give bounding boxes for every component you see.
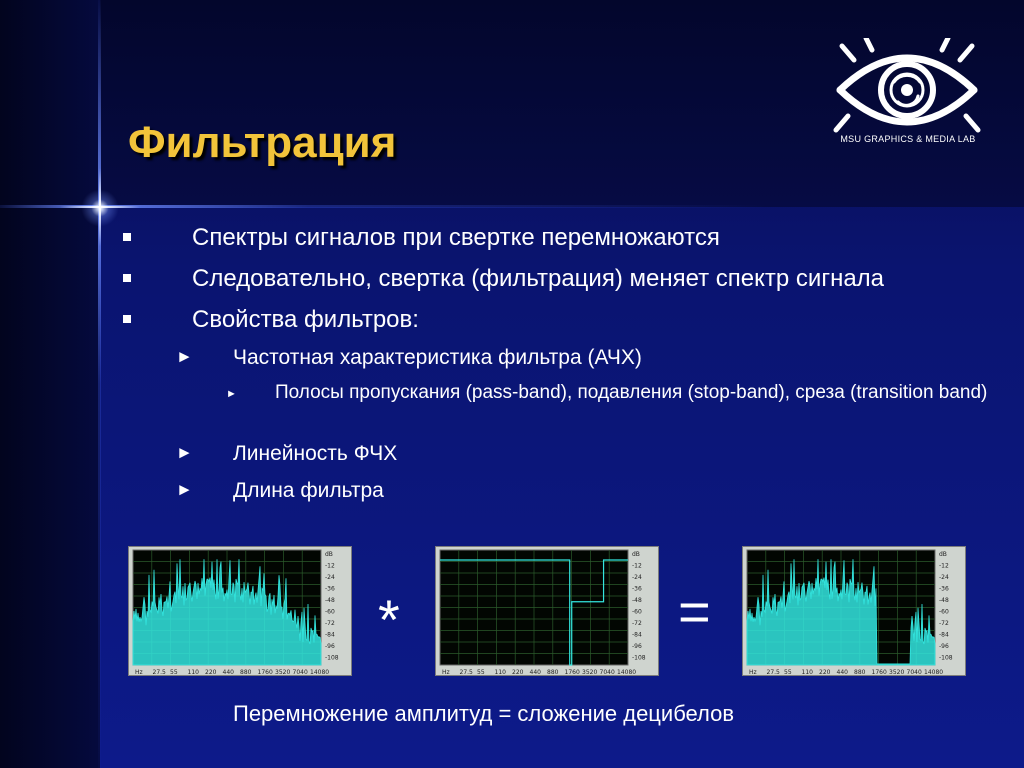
sparkle-ray-vertical xyxy=(99,168,101,246)
y-tick-label: -72 xyxy=(939,620,949,627)
y-tick-label: -48 xyxy=(939,597,949,604)
x-tick-label: 220 xyxy=(819,669,831,676)
slide-title: Фильтрация xyxy=(128,118,397,167)
bullet-text: Следовательно, свертка (фильтрация) меняет спектр сигнала xyxy=(192,265,885,292)
sub-bullet-text: Частотная характеристика фильтра (АЧХ) xyxy=(233,346,642,369)
y-tick-label: -48 xyxy=(325,597,335,604)
x-tick-label: 55 xyxy=(170,669,178,676)
y-tick-label: -84 xyxy=(325,631,335,639)
x-tick-label: 3520 xyxy=(889,669,905,676)
bullet-item xyxy=(192,265,884,293)
x-tick-label: 27.5 xyxy=(459,669,473,676)
y-tick-label: -36 xyxy=(632,585,642,593)
x-tick-label: Hz xyxy=(442,669,450,676)
y-tick-label: -36 xyxy=(939,585,949,593)
x-tick-label: 7040 xyxy=(906,669,922,676)
x-tick-label: Hz xyxy=(749,669,757,676)
x-tick-label: 880 xyxy=(240,669,252,676)
y-tick-label: -96 xyxy=(325,643,335,650)
y-tick-label: -24 xyxy=(939,574,949,581)
x-tick-label: 220 xyxy=(205,669,217,676)
sub-bullet-item xyxy=(176,479,384,503)
x-tick-label: 7040 xyxy=(599,669,615,676)
y-tick-label: -36 xyxy=(325,585,335,593)
square-bullet-icon xyxy=(123,274,131,282)
bullet-item xyxy=(192,224,720,252)
y-tick-label: -48 xyxy=(632,597,642,604)
vertical-glow-line xyxy=(98,0,101,768)
background-left-strip xyxy=(0,0,100,768)
sub-sub-bullet-item xyxy=(226,380,995,406)
x-tick-label: 110 xyxy=(187,669,199,676)
y-tick-label: -96 xyxy=(939,643,949,650)
x-tick-label: 55 xyxy=(784,669,792,676)
logo-caption: MSU GRAPHICS & MEDIA LAB xyxy=(840,134,976,144)
y-tick-label: -12 xyxy=(632,562,642,570)
x-tick-label: 7040 xyxy=(292,669,308,676)
sub-sub-bullet-text: Полосы пропускания (pass-band), подавления (stop-band), среза (transition band) xyxy=(275,382,988,403)
x-tick-label: 440 xyxy=(529,669,541,676)
y-tick-label: -108 xyxy=(632,654,646,662)
triangle-bullet-icon: ► xyxy=(176,443,193,462)
bullet-text: Спектры сигналов при свертке перемножаются xyxy=(192,224,720,251)
x-tick-label: 880 xyxy=(547,669,559,676)
sub-bullet-text: Длина фильтра xyxy=(233,479,384,502)
multiply-operator: * xyxy=(378,588,400,651)
x-tick-label: 14080 xyxy=(310,669,330,676)
small-triangle-bullet-icon: ► xyxy=(226,388,237,400)
x-tick-label: Hz xyxy=(135,669,143,676)
x-tick-label: 220 xyxy=(512,669,524,676)
input-spectrum-image xyxy=(128,546,352,676)
x-tick-label: 110 xyxy=(494,669,506,676)
x-tick-label: 1760 xyxy=(257,669,273,676)
y-tick-label: -108 xyxy=(325,654,339,662)
x-tick-label: 440 xyxy=(222,669,234,676)
y-tick-label: -12 xyxy=(325,562,335,570)
y-tick-label: -84 xyxy=(632,631,642,639)
square-bullet-icon xyxy=(123,315,131,323)
y-tick-label: -24 xyxy=(632,574,642,581)
bullet-text: Свойства фильтров: xyxy=(192,306,419,333)
y-tick-label: -108 xyxy=(939,654,953,662)
y-tick-label: -72 xyxy=(632,620,642,627)
triangle-bullet-icon: ► xyxy=(176,480,193,499)
y-tick-label: -96 xyxy=(632,643,642,650)
bullet-item xyxy=(192,306,419,334)
filter-response-image xyxy=(435,546,659,676)
y-tick-label: -72 xyxy=(325,620,335,627)
x-tick-label: 14080 xyxy=(617,669,637,676)
sub-bullet-text: Линейность ФЧХ xyxy=(233,442,398,465)
y-tick-label: -60 xyxy=(325,608,335,616)
y-tick-label: dB xyxy=(939,551,947,558)
sub-bullet-item xyxy=(176,346,642,370)
x-tick-label: 3520 xyxy=(582,669,598,676)
x-tick-label: 1760 xyxy=(564,669,580,676)
x-tick-label: 27.5 xyxy=(766,669,780,676)
output-spectrum-image xyxy=(742,546,966,676)
y-tick-label: -12 xyxy=(939,562,949,570)
x-tick-label: 14080 xyxy=(924,669,944,676)
msu-eye-logo-icon xyxy=(832,38,982,148)
y-tick-label: -60 xyxy=(939,608,949,616)
y-tick-label: dB xyxy=(325,551,333,558)
x-tick-label: 110 xyxy=(801,669,813,676)
y-tick-label: -84 xyxy=(939,631,949,639)
equals-operator: = xyxy=(678,580,711,643)
y-tick-label: dB xyxy=(632,551,640,558)
caption-text: Перемножение амплитуд = сложение децибелов xyxy=(233,701,735,726)
square-bullet-icon xyxy=(123,233,131,241)
y-tick-label: -60 xyxy=(632,608,642,616)
x-tick-label: 440 xyxy=(836,669,848,676)
x-tick-label: 880 xyxy=(854,669,866,676)
x-tick-label: 3520 xyxy=(275,669,291,676)
sub-bullet-item xyxy=(176,442,398,466)
x-tick-label: 1760 xyxy=(871,669,887,676)
y-tick-label: -24 xyxy=(325,574,335,581)
x-tick-label: 27.5 xyxy=(152,669,166,676)
x-tick-label: 55 xyxy=(477,669,485,676)
triangle-bullet-icon: ► xyxy=(176,347,193,366)
horizontal-glow-line xyxy=(0,205,1024,208)
